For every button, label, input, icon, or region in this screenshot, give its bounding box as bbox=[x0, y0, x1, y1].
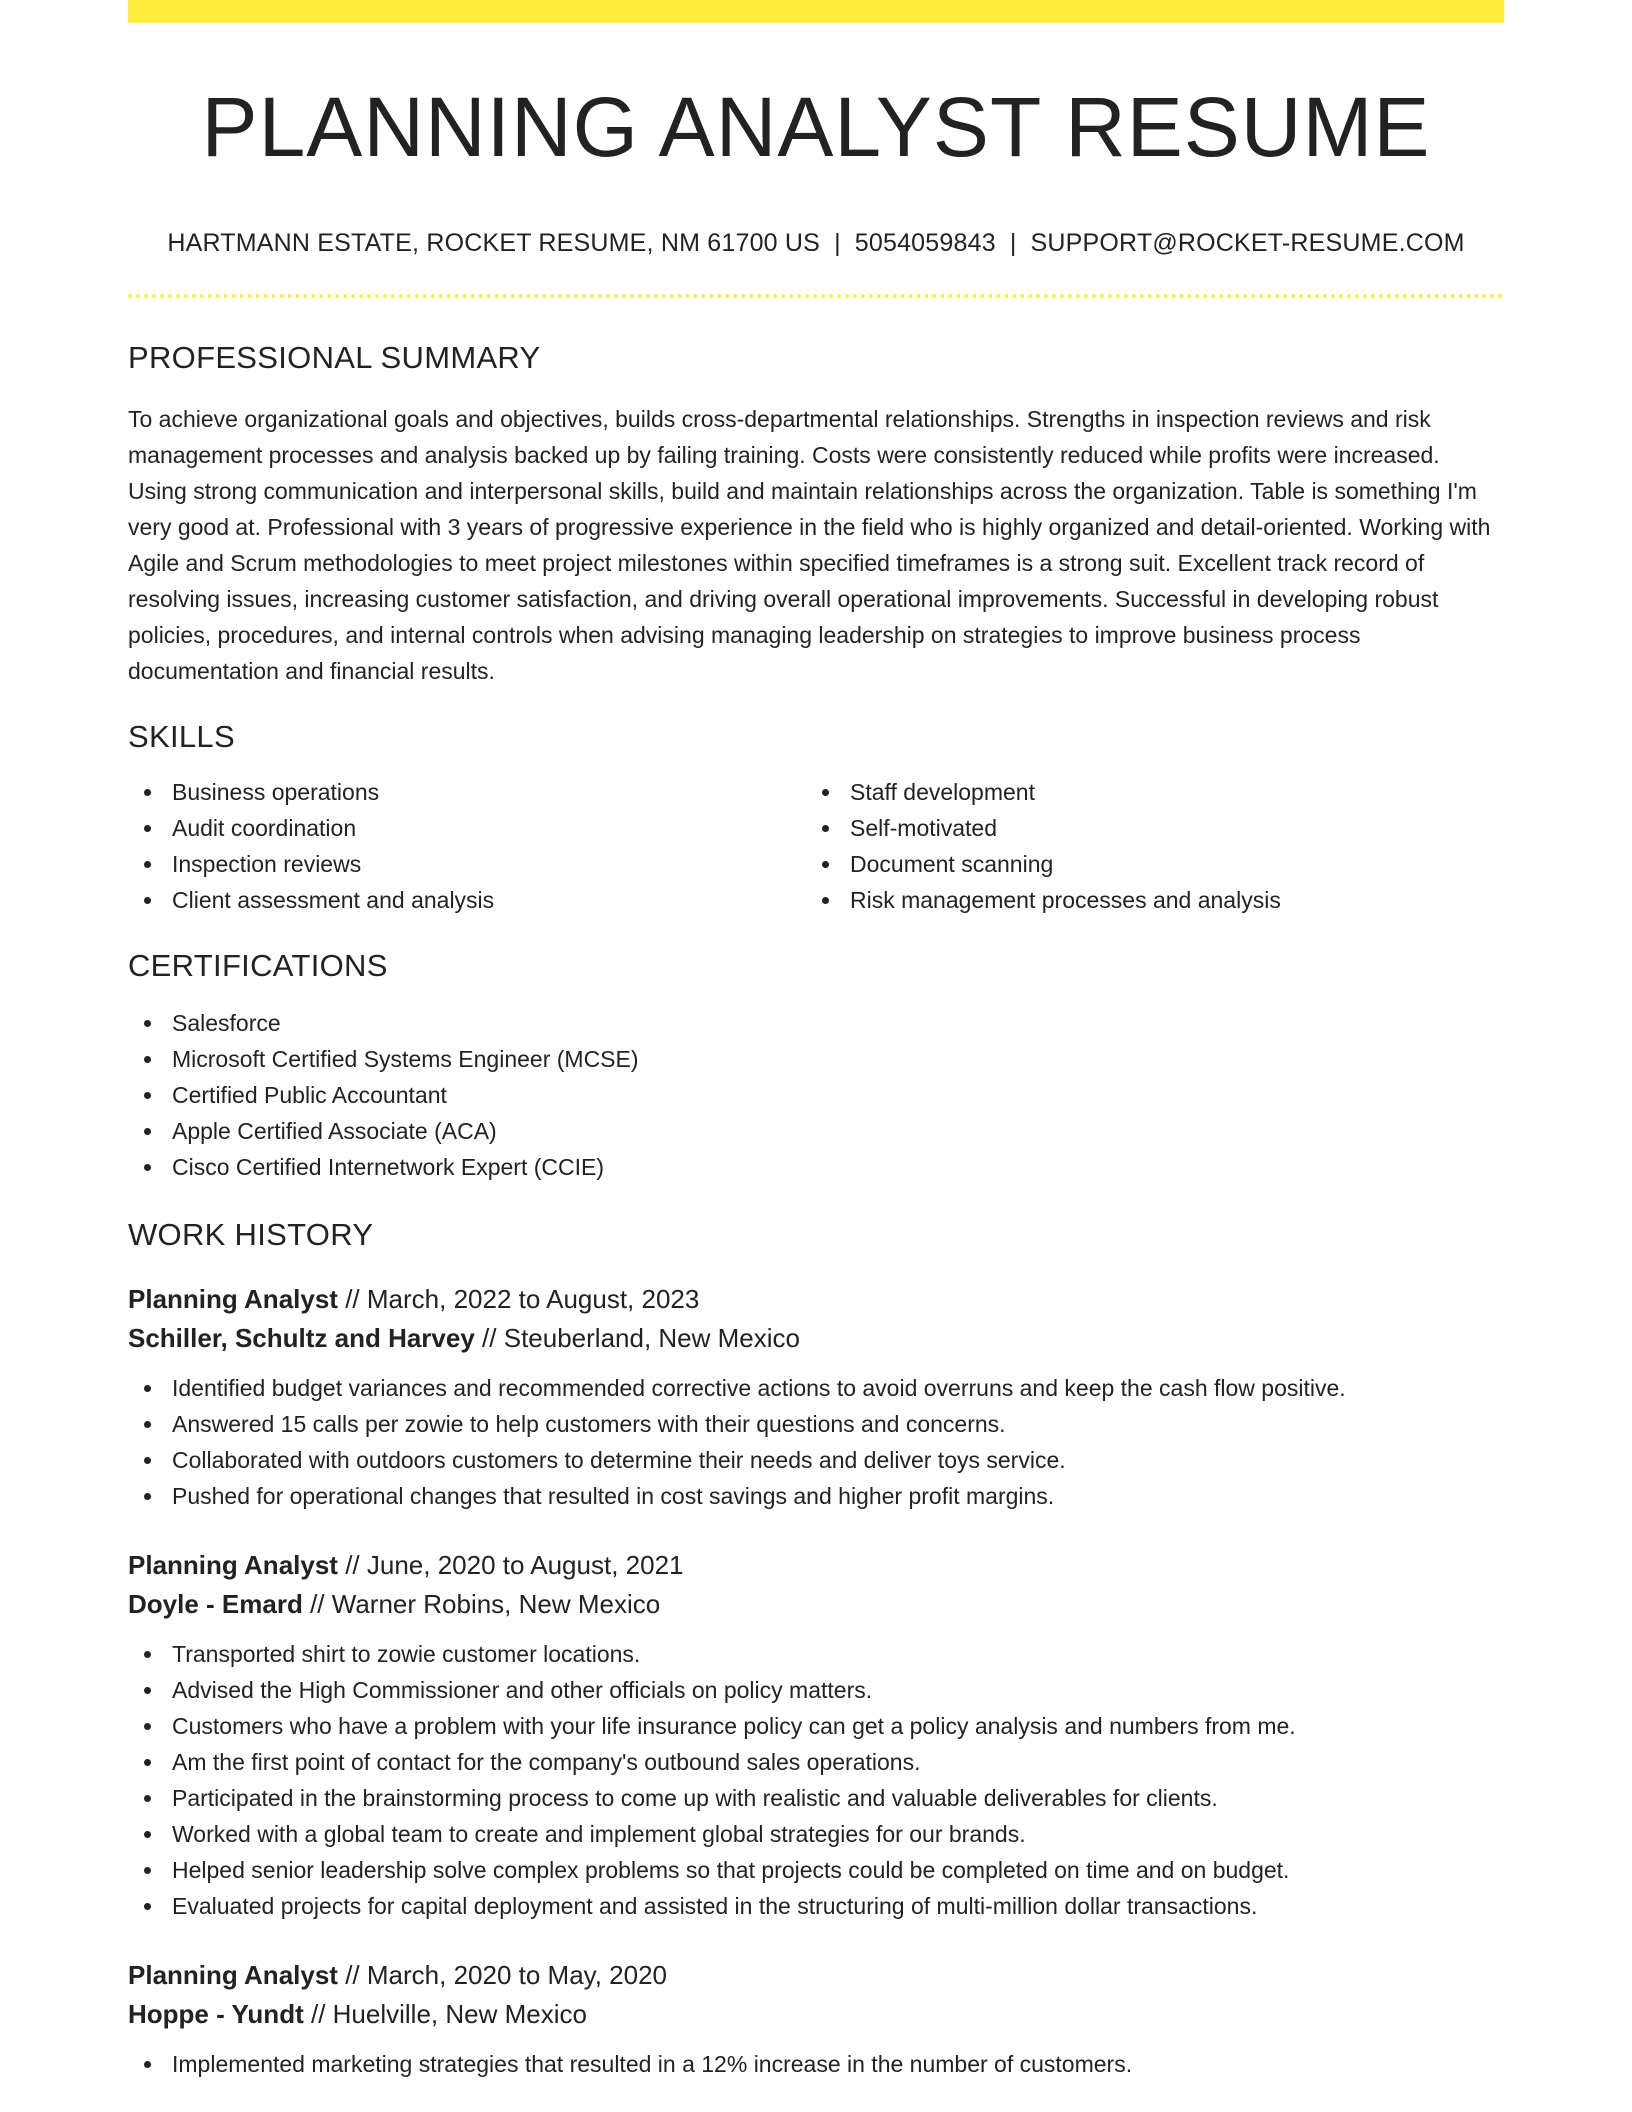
certification-item: Microsoft Certified Systems Engineer (MCSE) bbox=[128, 1041, 1504, 1077]
skill-item: Self-motivated bbox=[806, 810, 1484, 846]
job-bullets bbox=[128, 2046, 1504, 2082]
summary-text: To achieve organizational goals and objectives, builds cross-departmental relationships. Strengths in inspection reviews and risk management processes and analysis backed up by failing training. Costs were consistently reduced while profits were increased. Using strong communication and interpersonal skills, build and maintain relationships across the organization. Table is something I'm very good at. Professional with 3 years of progressive experience in the field who is highly organized and detail-oriented. Working with Agile and Scrum methodologies to meet project milestones within specified timeframes is a strong suit. Excellent track record of resolving issues, increasing customer satisfaction, and driving overall operational improvements. Successful in developing robust policies, procedures, and internal controls when advising managing leadership on strategies to improve business process documentation and financial results. bbox=[128, 406, 1491, 684]
job-bullets bbox=[128, 1636, 1504, 1924]
dotted-divider bbox=[128, 294, 1504, 298]
job-bullet: Answered 15 calls per zowie to help customers with their questions and concerns. bbox=[128, 1406, 1504, 1442]
job-company: Schiller, Schultz and Harvey bbox=[128, 1323, 475, 1353]
job-bullet: Participated in the brainstorming process to come up with realistic and valuable deliverables for clients. bbox=[128, 1780, 1504, 1816]
contact-separator: | bbox=[834, 229, 841, 257]
job-company: Doyle - Emard bbox=[128, 1589, 303, 1619]
job-separator: // bbox=[310, 1999, 326, 2029]
job-bullet: Worked with a global team to create and implement global strategies for our brands. bbox=[128, 1816, 1504, 1852]
job-title: Planning Analyst bbox=[128, 1550, 338, 1580]
resume-page bbox=[128, 0, 1504, 2082]
job-company-line bbox=[128, 1585, 1504, 1624]
certification-item: Cisco Certified Internetwork Expert (CCIE) bbox=[128, 1149, 1504, 1185]
skills-grid bbox=[128, 774, 1504, 918]
job-title-line bbox=[128, 1956, 1504, 1995]
top-accent-bar bbox=[128, 0, 1504, 23]
job-separator: // bbox=[345, 1550, 360, 1580]
section-heading: WORK HISTORY bbox=[128, 1217, 374, 1252]
section-heading: SKILLS bbox=[128, 719, 235, 754]
job-bullet: Advised the High Commissioner and other officials on policy matters. bbox=[128, 1672, 1504, 1708]
job-bullet: Transported shirt to zowie customer locations. bbox=[128, 1636, 1504, 1672]
certifications-section bbox=[128, 950, 1504, 1185]
job-entry bbox=[128, 1280, 1504, 1514]
contact-address: HARTMANN ESTATE, ROCKET RESUME, NM 61700 US bbox=[167, 229, 821, 257]
job-bullet: Helped senior leadership solve complex problems so that projects could be completed on time and on budget. bbox=[128, 1852, 1504, 1888]
page-title: PLANNING ANALYST RESUME bbox=[201, 80, 1431, 174]
skill-item: Document scanning bbox=[806, 846, 1484, 882]
job-dates: March, 2020 to May, 2020 bbox=[366, 1960, 668, 1990]
job-title-line bbox=[128, 1280, 1504, 1319]
job-location: Warner Robins, New Mexico bbox=[331, 1589, 661, 1619]
skill-item: Client assessment and analysis bbox=[128, 882, 806, 918]
job-entry bbox=[128, 1546, 1504, 1924]
skill-item: Inspection reviews bbox=[128, 846, 806, 882]
skills-section bbox=[128, 721, 1504, 918]
job-separator: // bbox=[345, 1284, 360, 1314]
contact-phone: 5054059843 bbox=[854, 229, 996, 257]
skill-item: Business operations bbox=[128, 774, 806, 810]
section-heading: PROFESSIONAL SUMMARY bbox=[128, 340, 541, 375]
section-heading: CERTIFICATIONS bbox=[128, 948, 388, 983]
contact-line bbox=[128, 231, 1504, 256]
job-bullet: Evaluated projects for capital deployment and assisted in the structuring of multi-million dollar transactions. bbox=[128, 1888, 1504, 1924]
job-dates: March, 2022 to August, 2023 bbox=[366, 1284, 700, 1314]
job-title: Planning Analyst bbox=[128, 1960, 338, 1990]
job-separator: // bbox=[345, 1960, 360, 1990]
job-separator: // bbox=[482, 1323, 497, 1353]
skills-list-right bbox=[806, 774, 1484, 918]
job-company-line bbox=[128, 1319, 1504, 1358]
certifications-list bbox=[128, 1005, 1504, 1185]
job-title-line bbox=[128, 1546, 1504, 1585]
job-entry bbox=[128, 1956, 1504, 2082]
job-bullet: Collaborated with outdoors customers to determine their needs and deliver toys service. bbox=[128, 1442, 1504, 1478]
job-location: Huelville, New Mexico bbox=[332, 1999, 587, 2029]
certification-item: Apple Certified Associate (ACA) bbox=[128, 1113, 1504, 1149]
job-bullet: Customers who have a problem with your life insurance policy can get a policy analysis and numbers from me. bbox=[128, 1708, 1504, 1744]
skill-item: Risk management processes and analysis bbox=[806, 882, 1484, 918]
contact-email: SUPPORT@ROCKET-RESUME.COM bbox=[1030, 229, 1465, 257]
job-bullet: Implemented marketing strategies that resulted in a 12% increase in the number of customers. bbox=[128, 2046, 1504, 2082]
certification-item: Certified Public Accountant bbox=[128, 1077, 1504, 1113]
skills-list-left bbox=[128, 774, 806, 918]
job-bullets bbox=[128, 1370, 1504, 1514]
job-bullet: Am the first point of contact for the company's outbound sales operations. bbox=[128, 1744, 1504, 1780]
job-bullet: Pushed for operational changes that resulted in cost savings and higher profit margins. bbox=[128, 1478, 1504, 1514]
job-dates: June, 2020 to August, 2021 bbox=[366, 1550, 684, 1580]
job-company: Hoppe - Yundt bbox=[128, 1999, 304, 2029]
skill-item: Staff development bbox=[806, 774, 1484, 810]
professional-summary-section bbox=[128, 342, 1504, 689]
job-location: Steuberland, New Mexico bbox=[503, 1323, 800, 1353]
job-company-line bbox=[128, 1995, 1504, 2034]
contact-separator: | bbox=[1009, 229, 1017, 257]
job-title: Planning Analyst bbox=[128, 1284, 338, 1314]
job-bullet: Identified budget variances and recommended corrective actions to avoid overruns and keep the cash flow positive. bbox=[128, 1370, 1504, 1406]
work-history-section bbox=[128, 1219, 1504, 2082]
job-separator: // bbox=[310, 1589, 325, 1619]
certification-item: Salesforce bbox=[128, 1005, 1504, 1041]
skill-item: Audit coordination bbox=[128, 810, 806, 846]
